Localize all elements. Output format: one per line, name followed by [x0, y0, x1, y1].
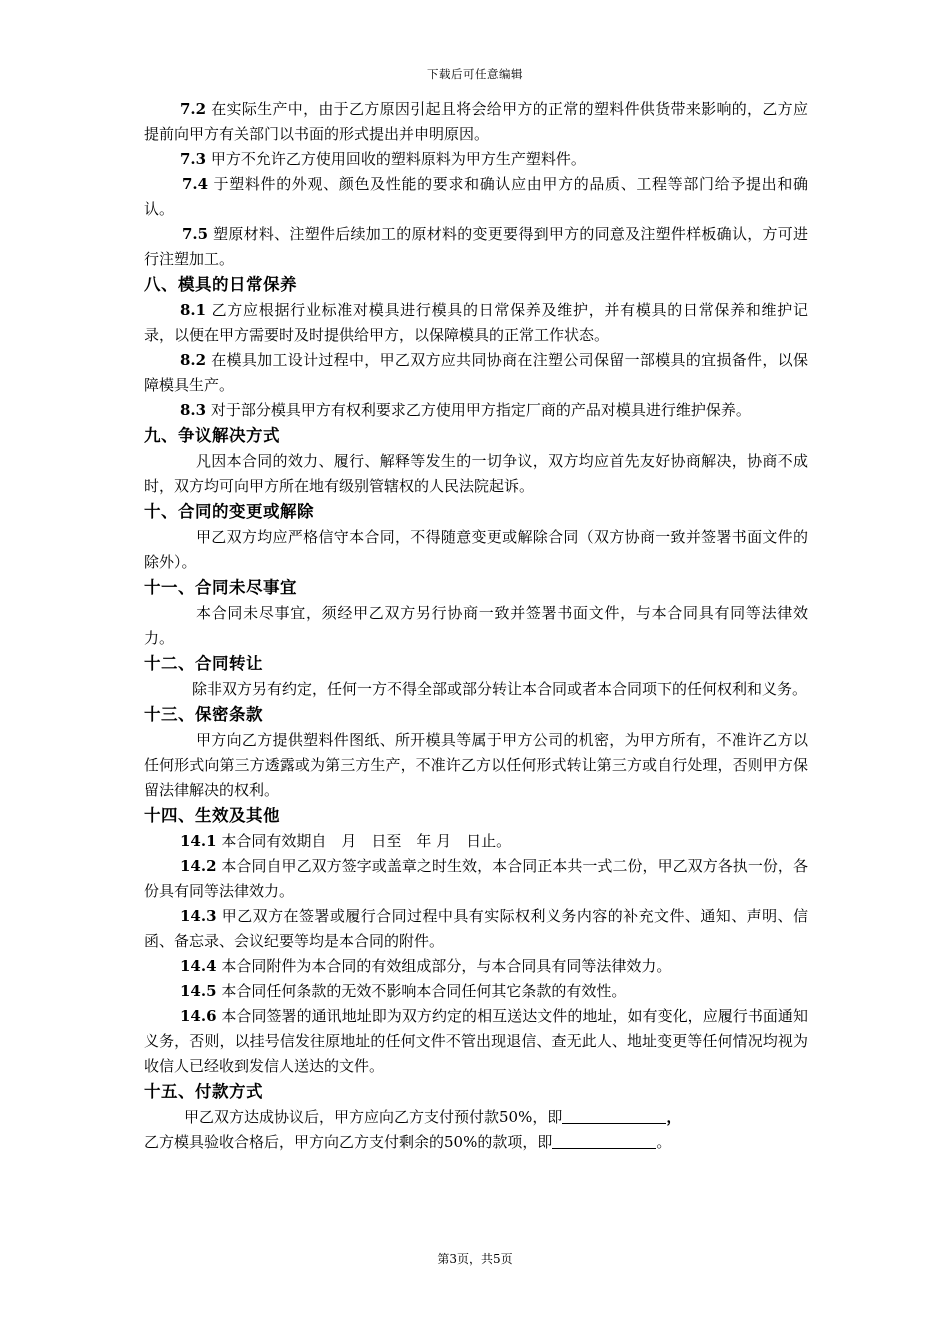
clause-paragraph	[144, 147, 808, 172]
clause-paragraph	[144, 97, 808, 147]
clause-number: 14.3	[180, 907, 217, 925]
payment-text-1: 甲乙双方达成协议后，甲方应向乙方支付预付款50%，即	[184, 1108, 563, 1126]
clause-paragraph	[144, 298, 808, 348]
clause-paragraph	[144, 348, 808, 398]
section-heading: 十一、合同未尽事宜	[144, 578, 297, 597]
body-paragraph: 甲方向乙方提供塑料件图纸、所开模具等属于甲方公司的机密，为甲方所有，不准许乙方以任何形式向第三方透露或为第三方生产，不准许乙方以任何形式转让第三方或自行处理，否则甲方保留法律解决的权利。	[144, 731, 808, 799]
clause-paragraph	[144, 1004, 808, 1079]
payment-end-2: 。	[656, 1133, 672, 1151]
clause-paragraph	[144, 172, 808, 222]
clause-text: 在实际生产中，由于乙方原因引起且将会给甲方的正常的塑料件供货带来影响的，乙方应提前向甲方有关部门以书面的形式提出并申明原因。	[144, 100, 808, 143]
page-footer: 第3页，共5页	[437, 1252, 513, 1266]
section-heading: 八、模具的日常保养	[144, 275, 297, 294]
clause-text: 本合同有效期自 月 日至 年 月 日止。	[221, 832, 512, 850]
section-heading: 十、合同的变更或解除	[144, 502, 314, 521]
body-paragraph: 甲乙双方均应严格信守本合同，不得随意变更或解除合同（双方协商一致并签署书面文件的除外）。	[144, 528, 808, 571]
clause-number: 14.1	[180, 832, 217, 850]
clause-number: 8.3	[180, 401, 207, 419]
clause-text: 甲乙双方在签署或履行合同过程中具有实际权利义务内容的补充文件、通知、声明、信函、备忘录、会议纪要等均是本合同的附件。	[144, 907, 808, 950]
payment-text-2: 乙方模具验收合格后，甲方向乙方支付剩余的50%的款项，即	[144, 1133, 553, 1151]
section-heading: 九、争议解决方式	[144, 426, 280, 445]
clause-paragraph	[144, 829, 808, 854]
payment-line-2	[144, 1130, 808, 1155]
clause-paragraph	[144, 222, 808, 272]
clause-text: 在模具加工设计过程中，甲乙双方应共同协商在注塑公司保留一部模具的宜损备件，以保障模具生产。	[144, 351, 808, 394]
amount-blank-1[interactable]	[562, 1108, 666, 1124]
amount-blank-2[interactable]	[552, 1133, 656, 1149]
clause-text: 对于部分模具甲方有权利要求乙方使用甲方指定厂商的产品对模具进行维护保养。	[210, 401, 751, 419]
clause-number: 14.4	[180, 957, 217, 975]
clause-number: 8.2	[180, 351, 207, 369]
page-header: 下载后可任意编辑	[427, 67, 523, 81]
section-heading: 十四、生效及其他	[144, 806, 280, 825]
section-heading: 十五、付款方式	[144, 1082, 263, 1101]
clause-paragraph	[144, 954, 808, 979]
clause-text: 本合同任何条款的无效不影响本合同任何其它条款的有效性。	[221, 982, 627, 1000]
clause-paragraph	[144, 979, 808, 1004]
section-heading: 十二、合同转让	[144, 654, 263, 673]
payment-end-1: ，	[666, 1108, 682, 1126]
clause-number: 8.1	[180, 301, 207, 319]
body-paragraph: 本合同未尽事宜，须经甲乙双方另行协商一致并签署书面文件，与本合同具有同等法律效力。	[144, 604, 808, 647]
clause-number: 14.5	[180, 982, 217, 1000]
payment-line-1	[144, 1105, 808, 1130]
clause-paragraph	[144, 854, 808, 904]
clause-number: 14.6	[180, 1007, 217, 1025]
clause-text: 塑原材料、注塑件后续加工的原材料的变更要得到甲方的同意及注塑件样板确认，方可进行注塑加工。	[144, 225, 808, 268]
clause-text: 于塑料件的外观、颜色及性能的要求和确认应由甲方的品质、工程等部门给予提出和确认。	[144, 175, 808, 218]
clause-paragraph	[144, 398, 808, 423]
clause-text: 乙方应根据行业标准对模具进行模具的日常保养及维护，并有模具的日常保养和维护记录，以便在甲方需要时及时提供给甲方，以保障模具的正常工作状态。	[144, 301, 808, 344]
clause-text: 甲方不允许乙方使用回收的塑料原料为甲方生产塑料件。	[210, 150, 586, 168]
clause-number: 7.3	[180, 150, 207, 168]
clause-text: 本合同签署的通讯地址即为双方约定的相互送达文件的地址，如有变化，应履行书面通知义务，否则，以挂号信发往原地址的任何文件不管出现退信、查无此人、地址变更等任何情况均视为收信人已经收到发信人送达的文件。	[144, 1007, 808, 1075]
clause-number: 7.5	[182, 225, 209, 243]
body-paragraph: 凡因本合同的效力、履行、解释等发生的一切争议，双方均应首先友好协商解决，协商不成时，双方均可向甲方所在地有级别管辖权的人民法院起诉。	[144, 452, 808, 495]
body-paragraph: 除非双方另有约定，任何一方不得全部或部分转让本合同或者本合同项下的任何权利和义务。	[192, 680, 808, 698]
clause-text: 本合同附件为本合同的有效组成部分，与本合同具有同等法律效力。	[221, 957, 672, 975]
section-heading: 十三、保密条款	[144, 705, 263, 724]
clause-number: 14.2	[180, 857, 217, 875]
clause-number: 7.2	[180, 100, 207, 118]
clause-paragraph	[144, 904, 808, 954]
clause-number: 7.4	[182, 175, 209, 193]
document-body	[144, 97, 808, 1155]
clause-text: 本合同自甲乙双方签字或盖章之时生效，本合同正本共一式二份，甲乙双方各执一份，各份具有同等法律效力。	[144, 857, 808, 900]
